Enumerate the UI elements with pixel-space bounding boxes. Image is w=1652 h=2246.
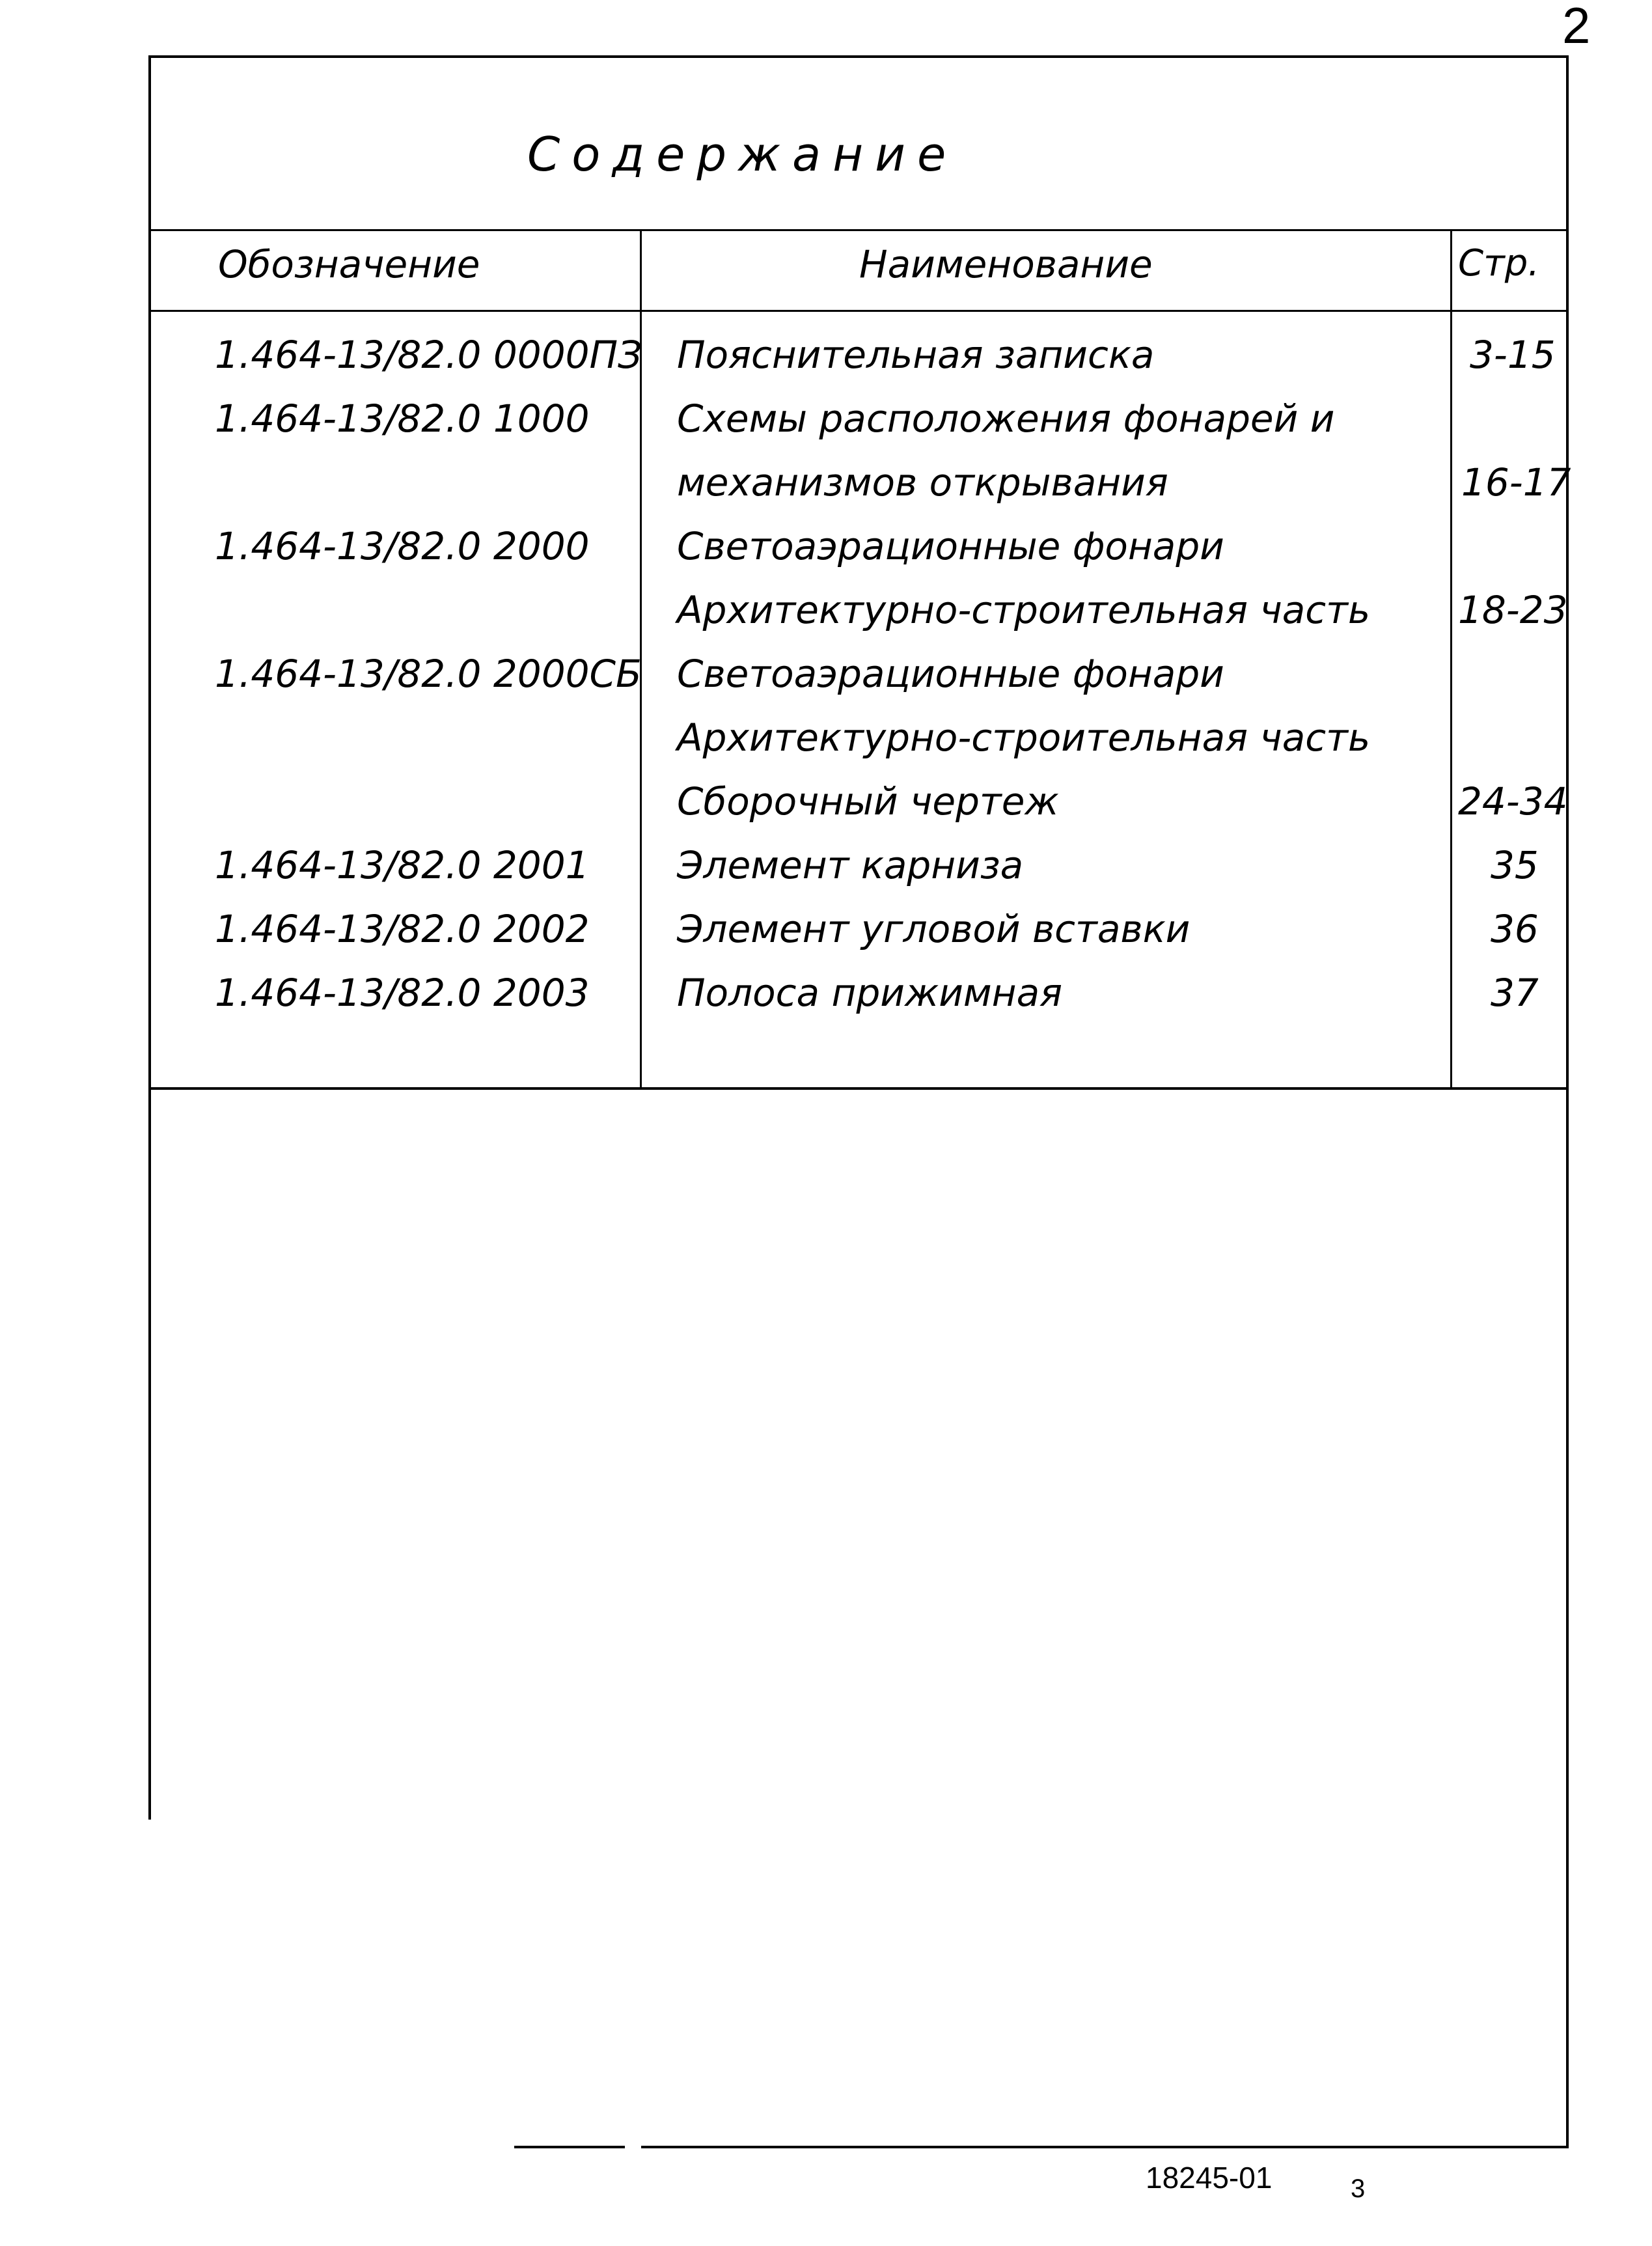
document-title: Содержание: [527, 127, 958, 182]
row-name: Полоса прижимная: [677, 971, 1063, 1015]
row-name: механизмов открывания: [677, 460, 1168, 505]
row-designation: 1.464-13/82.0 2003: [215, 971, 590, 1015]
row-name: Пояснительная записка: [677, 333, 1155, 377]
column-header-designation: Обозначение: [218, 242, 480, 286]
row-name: Схемы расположения фонарей и: [677, 396, 1335, 441]
row-designation: 1.464-13/82.0 2000СБ: [215, 652, 642, 696]
column-header-page: Стр.: [1458, 242, 1540, 284]
frame-top-line: [148, 55, 1569, 58]
row-page: 35: [1491, 843, 1539, 887]
page-number: 2: [1562, 0, 1591, 54]
sheet-number: 3: [1351, 2174, 1366, 2203]
document-code: 18245-01: [1146, 2161, 1273, 2195]
row-page: 24-34: [1458, 779, 1568, 824]
row-name: Архитектурно-строительная часть: [677, 588, 1371, 632]
row-name: Элемент карниза: [677, 843, 1024, 887]
row-name: Светоаэрационные фонари: [677, 524, 1224, 568]
row-name: Архитектурно-строительная часть: [677, 715, 1371, 760]
table-bottom-line: [148, 1087, 1569, 1090]
frame-left-line: [148, 55, 151, 1820]
row-designation: 1.464-13/82.0 2000: [215, 524, 590, 568]
column-header-name: Наименование: [859, 242, 1153, 286]
row-designation: 1.464-13/82.0 2001: [215, 843, 590, 887]
header-bottom-line: [148, 310, 1569, 312]
row-name: Светоаэрационные фонари: [677, 652, 1224, 696]
frame-bottom-line-left: [514, 2146, 625, 2148]
header-top-line: [148, 229, 1569, 231]
frame-right-line: [1566, 55, 1569, 2148]
row-designation: 1.464-13/82.0 0000ПЗ: [215, 333, 642, 377]
row-page: 36: [1491, 907, 1539, 951]
row-page: 3-15: [1470, 333, 1556, 377]
row-name: Элемент угловой вставки: [677, 907, 1191, 951]
row-page: 37: [1491, 971, 1539, 1015]
frame-bottom-line-right: [641, 2146, 1569, 2148]
row-designation: 1.464-13/82.0 1000: [215, 396, 590, 441]
row-page: 18-23: [1458, 588, 1568, 632]
row-page: 16-17: [1461, 460, 1571, 505]
row-name: Сборочный чертеж: [677, 779, 1059, 824]
row-designation: 1.464-13/82.0 2002: [215, 907, 590, 951]
column-divider-2: [1450, 229, 1452, 1088]
